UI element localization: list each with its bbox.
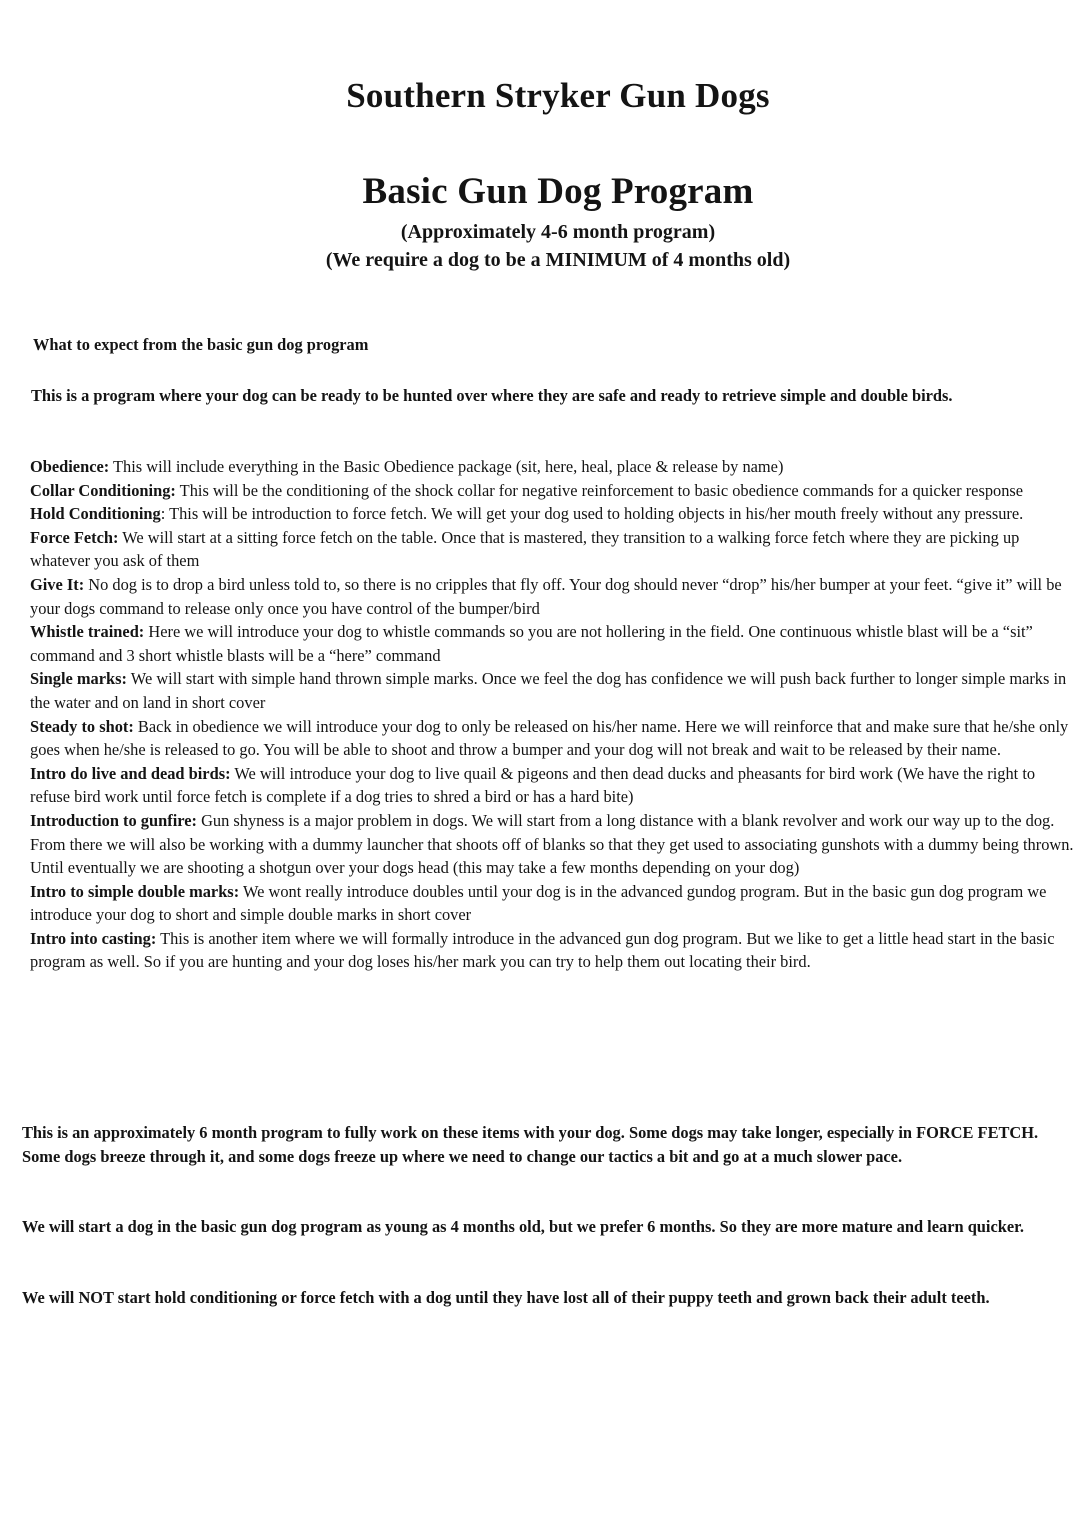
item-text: This will be the conditioning of the shock collar for negative reinforcement to basic obedience commands for a quicker response	[175, 480, 1024, 500]
item-label: Single marks:	[30, 669, 127, 689]
item-text: This is another item where we will formally introduce in the advanced gun dog program. But we like to get a little head start in the basic program as well. So if you are hunting and your dog loses his/her mark you can try to help them out locating their bird.	[30, 928, 1055, 972]
kennel-title: Southern Stryker Gun Dogs	[346, 76, 770, 115]
item-text: We will introduce your dog to live quail & pigeons and then dead ducks and pheasants for bird work (We have the right to refuse bird work until force fetch is complete if a dog tries to shred a bird or has a hard bite)	[30, 763, 1036, 807]
minimum-age-note: (We require a dog to be a MINIMUM of 4 months old)	[325, 249, 791, 271]
item-single-marks	[30, 667, 1074, 714]
item-live-dead-birds	[30, 762, 1074, 809]
program-length-note: This is an approximately 6 month program to fully work on these items with your dog. Some dogs may take longer, especially in FORCE FETCH. Some dogs breeze through it, and some dogs freeze up where we need to change our tactics a bit and go at a much slower pace.	[22, 1123, 1039, 1166]
expectations-heading: What to expect from the basic gun dog program	[33, 335, 369, 354]
item-label: Collar Conditioning:	[30, 480, 176, 500]
item-text: We will start with simple hand thrown simple marks. Once we feel the dog has confidence we will push back further to longer simple marks in the water and on land in short cover	[30, 669, 1067, 712]
item-casting	[30, 927, 1074, 974]
item-obedience	[30, 455, 1074, 479]
item-label: Hold Conditioning	[30, 504, 161, 524]
item-label: Give It:	[30, 574, 85, 594]
training-items-list	[30, 455, 1074, 974]
item-label: Intro into casting:	[30, 928, 157, 948]
item-steady-to-shot	[30, 715, 1074, 762]
item-text: Gun shyness is a major problem in dogs. We will start from a long distance with a blank revolver and work our way up to the dog. From there we will also be working with a dummy launcher that shoots off of blanks so that they get used to associating gunshots with a dummy being thrown. Until eventually we are shooting a shotgun over your dogs head (this may take a few months depending on your dog)	[30, 810, 1074, 878]
item-collar-conditioning	[30, 479, 1074, 503]
item-label: Whistle trained:	[30, 622, 145, 642]
item-hold-conditioning	[30, 502, 1074, 526]
item-text: We wont really introduce doubles until your dog is in the advanced gundog program. But in the basic gun dog program we introduce your dog to short and simple double marks in short cover	[30, 881, 1047, 925]
item-label: Obedience:	[30, 457, 110, 476]
item-text: We will start at a sitting force fetch on the table. Once that is mastered, they transition to a walking force fetch where they are picking up whatever you ask of them	[30, 527, 1020, 571]
item-text: No dog is to drop a bird unless told to, so there is no cripples that fly off. Your dog should never “drop” his/her bumper at your feet. “give it” will be your dogs command to release only once you have control of the bumper/bird	[30, 574, 1062, 618]
program-title: Basic Gun Dog Program	[362, 171, 754, 212]
item-text: : This will be introduction to force fetch. We will get your dog used to holding objects in his/her mouth freely without any pressure.	[160, 504, 1024, 524]
item-text: This will include everything in the Basic Obedience package (sit, here, heal, place & release by name)	[109, 457, 784, 476]
item-label: Intro do live and dead birds:	[30, 763, 231, 783]
item-give-it	[30, 573, 1074, 620]
item-label: Steady to shot:	[30, 716, 134, 736]
item-gunfire	[30, 809, 1074, 880]
item-text: Back in obedience we will introduce your dog to only be released on his/her name. Here we will reinforce that and make sure that he/she only goes when he/she is released to go. You will be able to shoot and throw a bumper and your dog will not break and wait to be released by their name.	[30, 716, 1069, 760]
starting-age-note: We will start a dog in the basic gun dog program as young as 4 months old, but we prefer 6 months. So they are more mature and learn quicker.	[22, 1217, 1025, 1236]
program-summary: This is a program where your dog can be ready to be hunted over where they are safe and ready to retrieve simple and double birds.	[31, 386, 953, 405]
item-label: Introduction to gunfire:	[30, 810, 197, 830]
item-whistle-trained	[30, 620, 1074, 667]
item-label: Force Fetch:	[30, 527, 119, 547]
item-force-fetch	[30, 526, 1074, 573]
program-duration-note: (Approximately 4-6 month program)	[400, 221, 716, 243]
item-double-marks	[30, 880, 1074, 927]
adult-teeth-note: We will NOT start hold conditioning or force fetch with a dog until they have lost all of their puppy teeth and grown back their adult teeth.	[22, 1288, 990, 1307]
item-label: Intro to simple double marks:	[30, 881, 240, 901]
item-text: Here we will introduce your dog to whistle commands so you are not hollering in the field. One continuous whistle blast will be a “sit” command and 3 short whistle blasts will be a “here” command	[30, 622, 1033, 665]
